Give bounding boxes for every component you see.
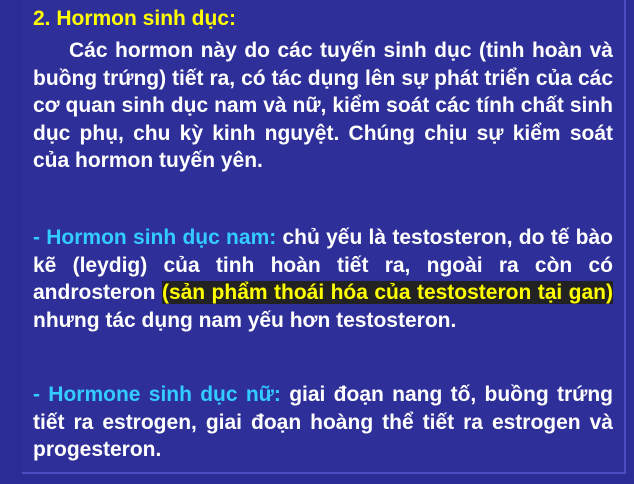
section-title: 2. Hormon sinh dục: [33, 7, 237, 30]
highlighted-note: (sản phẩm thoái hóa của testosteron tại gan) [161, 281, 613, 304]
male-hormone-label: - Hormon sinh dục nam: [33, 226, 277, 249]
female-hormone-paragraph [33, 381, 613, 464]
intro-paragraph: Các hormon này do các tuyến sinh dục (tinh hoàn và buồng trứng) tiết ra, có tác dụng lên sự phát triển của các cơ quan sinh dục nam và nữ, kiểm soát các tính chất sinh dục phụ, chu kỳ kinh nguyệt. Chúng chịu sự kiểm soát của hormon tuyến yên. [33, 39, 613, 172]
female-hormone-label: - Hormone sinh dục nữ: [33, 383, 281, 406]
female-hormone-text: giai đoạn nang tố, buồng trứng tiết ra estrogen, giai đoạn hoàng thể tiết ra estrogen và progesteron. [33, 383, 613, 461]
male-hormone-text: chủ yếu là testosteron, do tế bào kẽ (leydig) của tinh hoàn tiết ra, ngoài ra còn có androsteron [33, 226, 613, 304]
male-hormone-paragraph [33, 224, 613, 334]
male-hormone-text-end: nhưng tác dụng nam yếu hơn testosteron. [33, 308, 457, 332]
